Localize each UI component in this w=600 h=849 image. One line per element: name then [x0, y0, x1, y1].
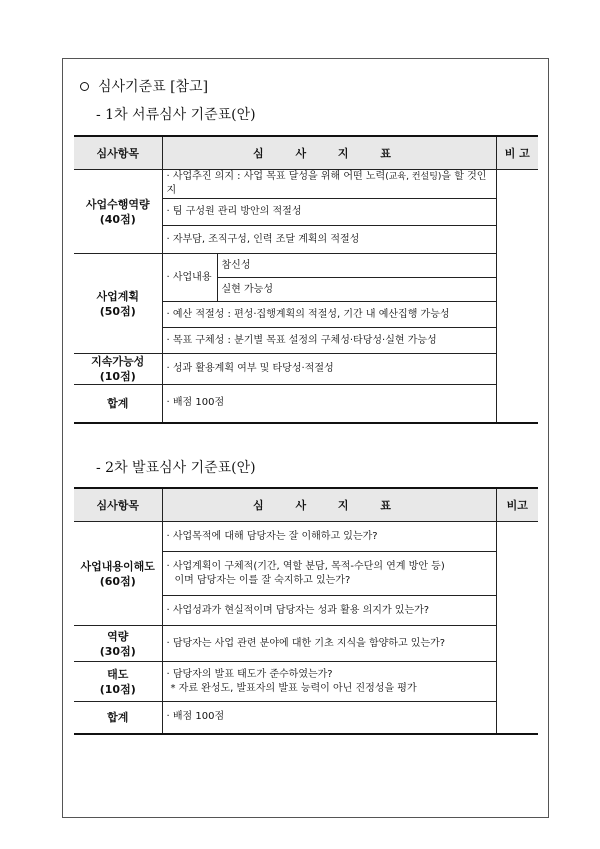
criterion-purpose: · 사업목적에 대해 담당자는 잘 이해하고 있는가?	[162, 522, 496, 552]
header-criteria: 심 사 지 표	[162, 488, 496, 522]
table2-title: - 2차 발표심사 기준표(안)	[96, 460, 256, 476]
criterion-attitude: · 담당자의 발표 태도가 준수하였는가? * 자료 완성도, 발표자의 발표 능력이 아닌 진정성을 평가	[162, 662, 496, 702]
cat-business-plan: 사업계획 (50점)	[74, 254, 162, 354]
criterion-goal: · 목표 구체성 : 분기별 목표 설정의 구체성·타당성·실현 가능성	[162, 328, 496, 354]
criterion-content: · 사업내용	[162, 254, 217, 302]
criterion-will: · 사업추진 의지 : 사업 목표 달성을 위해 어떤 노력(교육, 컨설팅)을 할 것인지	[162, 170, 496, 199]
header-item: 심사항목	[74, 488, 162, 522]
total-label: 합계	[74, 385, 162, 423]
note-cell-2	[496, 522, 538, 734]
header-item: 심사항목	[74, 136, 162, 170]
criterion-result: · 사업성과가 현실적이며 담당자는 성과 활용 의지가 있는가?	[162, 596, 496, 626]
section-title-text: 심사기준표 [참고]	[98, 79, 209, 95]
circle-bullet-icon	[80, 82, 89, 91]
cat-sustainability: 지속가능성 (10점)	[74, 354, 162, 385]
cat-attitude: 태도 (10점)	[74, 662, 162, 702]
criterion-feasibility: 실현 가능성	[217, 278, 496, 302]
header-criteria: 심 사 지 표	[162, 136, 496, 170]
table1-title: - 1차 서류심사 기준표(안)	[96, 107, 256, 123]
cat-competence: 역량 (30점)	[74, 626, 162, 662]
criterion-outcome: · 성과 활용계획 여부 및 타당성·적절성	[162, 354, 496, 385]
header-note: 비 고	[496, 136, 538, 170]
total-value: · 배점 100점	[162, 385, 496, 423]
total-value: · 배점 100점	[162, 702, 496, 734]
criterion-knowledge: · 담당자는 사업 관련 분야에 대한 기초 지식을 함양하고 있는가?	[162, 626, 496, 662]
criterion-team: · 팀 구성원 관리 방안의 적절성	[162, 199, 496, 226]
criterion-selfburden: · 자부담, 조직구성, 인력 조달 계획의 적절성	[162, 226, 496, 254]
criterion-plan-detail: · 사업계획이 구체적(기간, 역할 분담, 목적-수단의 연계 방안 등) 이며 담당자는 이를 잘 숙지하고 있는가?	[162, 552, 496, 596]
note-cell-1	[496, 170, 538, 423]
section-title	[80, 76, 208, 96]
header-note: 비고	[496, 488, 538, 522]
table1-first-review	[74, 135, 538, 424]
total-label: 합계	[74, 702, 162, 734]
cat-capability: 사업수행역량 (40점)	[74, 170, 162, 254]
criterion-budget: · 예산 적절성 : 편성·집행계획의 적절성, 기간 내 예산집행 가능성	[162, 302, 496, 328]
table2-presentation-review	[74, 487, 538, 735]
cat-understanding: 사업내용이해도 (60점)	[74, 522, 162, 626]
criterion-novelty: 참신성	[217, 254, 496, 278]
